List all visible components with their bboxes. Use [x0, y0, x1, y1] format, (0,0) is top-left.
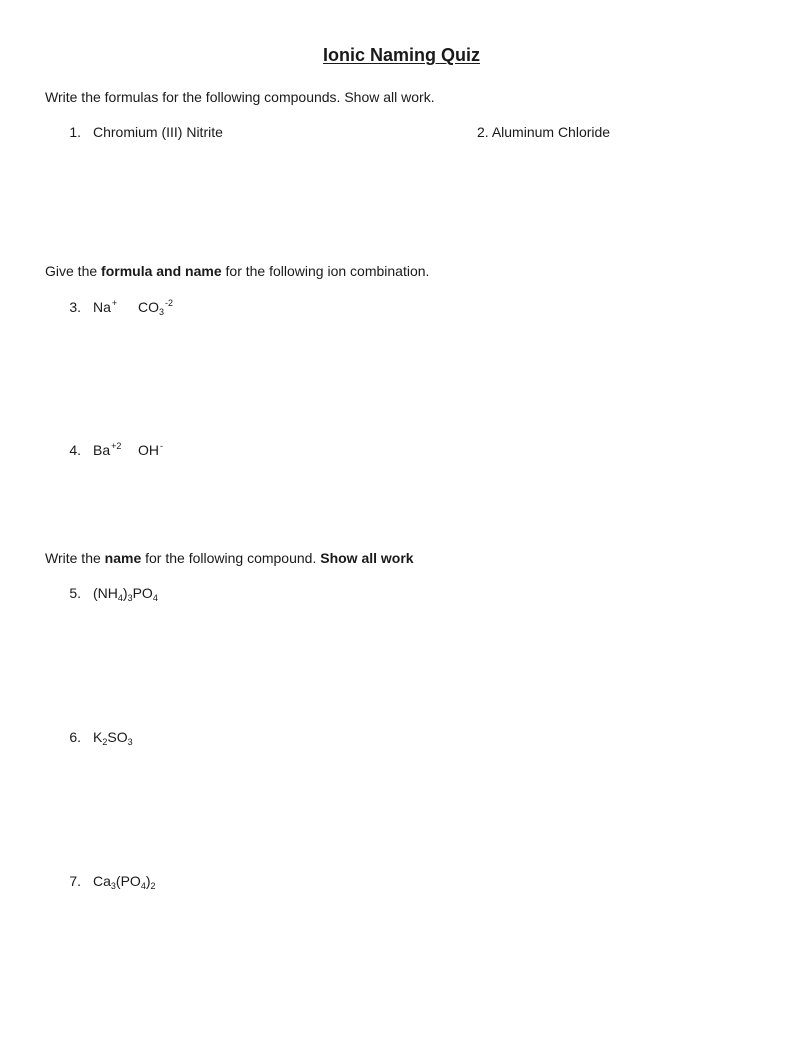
question-7-formula: $Ca_3(PO_4)_2$: [93, 873, 156, 891]
question-3-ion-1: Na+: [93, 298, 118, 315]
instruction-ion-combination: Give the formula and name for the following ion combination.: [45, 263, 430, 279]
question-4-ion-1: $Ba^{+2}$: [93, 441, 122, 458]
question-1-number: 1.: [69, 124, 81, 140]
question-2-number: 2.: [477, 124, 489, 140]
instruction-name-compound: Write the name for the following compound. Show all work: [45, 550, 414, 566]
question-5-number: 5.: [69, 585, 81, 601]
question-4-number: 4.: [69, 442, 81, 458]
question-3-number: 3.: [69, 299, 81, 315]
question-1-text: Chromium (III) Nitrite: [93, 124, 223, 140]
question-2: [477, 124, 610, 140]
question-6-formula: $K_2SO_3$: [93, 729, 133, 747]
question-7-number: 7.: [69, 873, 81, 889]
page-title: Ionic Naming Quiz: [322, 45, 480, 65]
instruction-formulas: Write the formulas for the following compounds. Show all work.: [45, 89, 435, 105]
question-2-text: Aluminum Chloride: [491, 124, 611, 140]
question-3-ion-2: $CO_3^{-2}$: [138, 298, 174, 317]
question-6-number: 6.: [69, 729, 81, 745]
question-4-ion-2: OH-: [138, 441, 163, 458]
question-5-formula: $(NH_4)_3PO_4$: [93, 585, 158, 603]
